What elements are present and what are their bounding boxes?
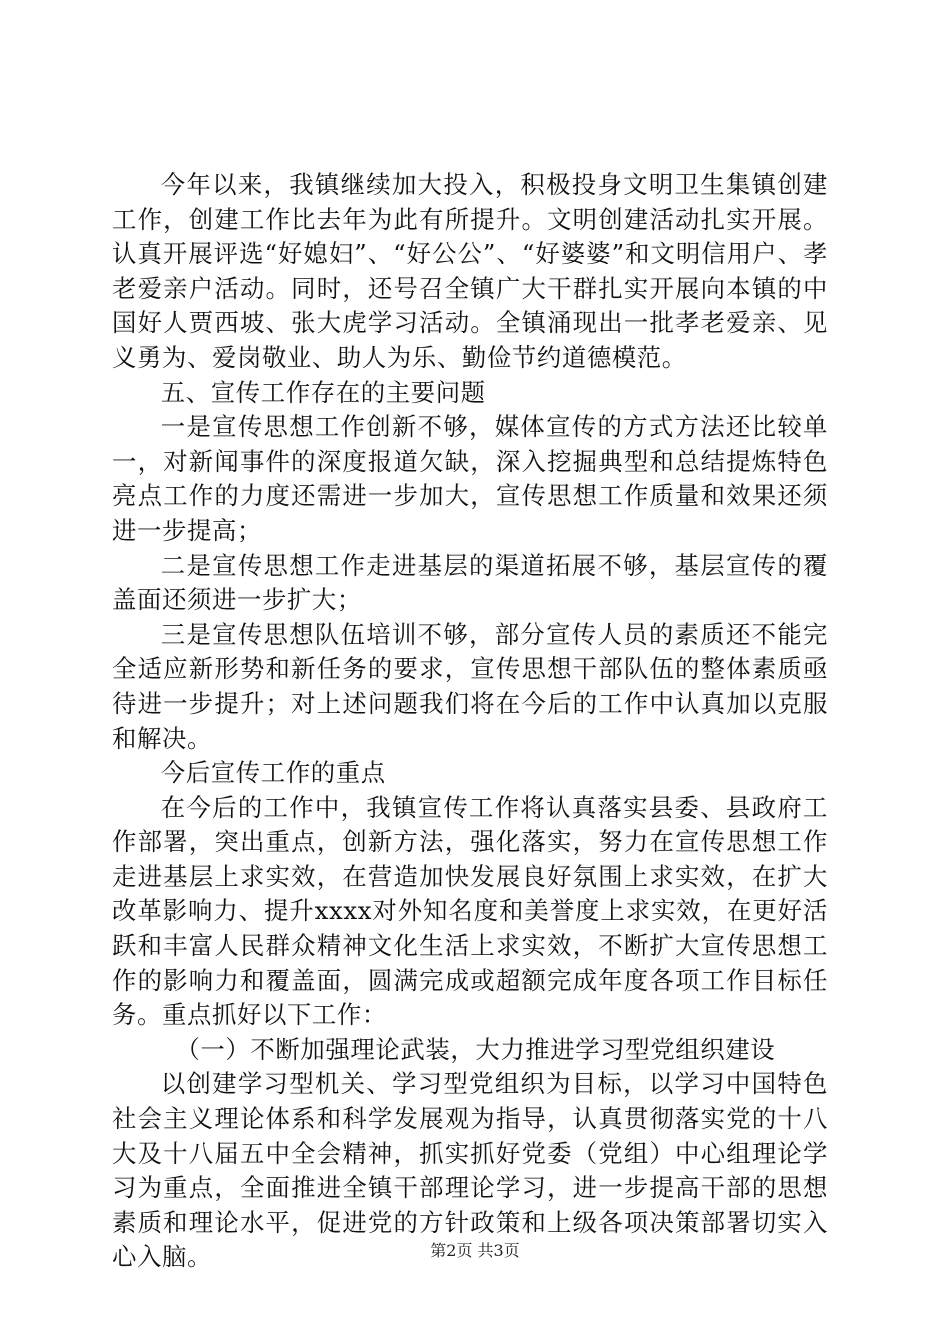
section-heading-focus: 今后宣传工作的重点 <box>160 758 386 788</box>
section-heading-problems: 五、宣传工作存在的主要问题 <box>160 377 486 407</box>
paragraph-civilization: 今年以来，我镇继续加大投入，积极投身文明卫生集镇创建工作，创建工作比去年为此有所提升。文明创建活动扎实开展。认真开展评选“好媳妇”、“好公公”、“好婆婆”和文明信用户、孝老爱亲户活动。同时，还号召全镇广大干群扎实开展向本镇的中国好人贾西坡、张大虎学习活动。全镇涌现出一批孝老爱亲、见义勇为、爱岗敬业、助人为乐、勤俭节约道德模范。 <box>112 170 828 372</box>
paragraph-focus-intro: 在今后的工作中，我镇宣传工作将认真落实县委、县政府工作部署，突出重点，创新方法，强化落实，努力在宣传思想工作走进基层上求实效，在营造加快发展良好氛围上求实效，在扩大改革影响力、提升xxxx对外知名度和美誉度上求实效，在更好活跃和丰富人民群众精神文化生活上求实效，不断扩大宣传思想工作的影响力和覆盖面，圆满完成或超额完成年度各项工作目标任务。重点抓好以下工作： <box>112 792 828 1030</box>
paragraph-problem-3: 三是宣传思想队伍培训不够，部分宣传人员的素质还不能完全适应新形势和新任务的要求，宣传思想干部队伍的整体素质亟待进一步提升；对上述问题我们将在今后的工作中认真加以克服和解决。 <box>112 619 828 753</box>
document-body <box>112 168 828 1275</box>
paragraph-problem-1: 一是宣传思想工作创新不够，媒体宣传的方式方法还比较单一，对新闻事件的深度报道欠缺，深入挖掘典型和总结提炼特色亮点工作的力度还需进一步加大，宣传思想工作质量和效果还须进一步提高； <box>112 412 828 545</box>
paragraph-problem-2: 二是宣传思想工作走进基层的渠道拓展不够，基层宣传的覆盖面还须进一步扩大； <box>112 550 828 615</box>
paragraph-theory-study: 以创建学习型机关、学习型党组织为目标，以学习中国特色社会主义理论体系和科学发展观为指导，认真贯彻落实党的十八大及十八届五中全会精神，抓实抓好党委（党组）中心组理论学习为重点，全面推进全镇干部理论学习，进一步提高干部的思想素质和理论水平，促进党的方针政策和上级各项决策部署切实入心入脑。 <box>112 1069 828 1272</box>
subsection-heading-theory: （一）不断加强理论武装，大力推进学习型党组织建设 <box>175 1034 776 1064</box>
page-footer <box>0 1238 950 1261</box>
page-number-label: 第2页 共3页 <box>430 1241 520 1260</box>
